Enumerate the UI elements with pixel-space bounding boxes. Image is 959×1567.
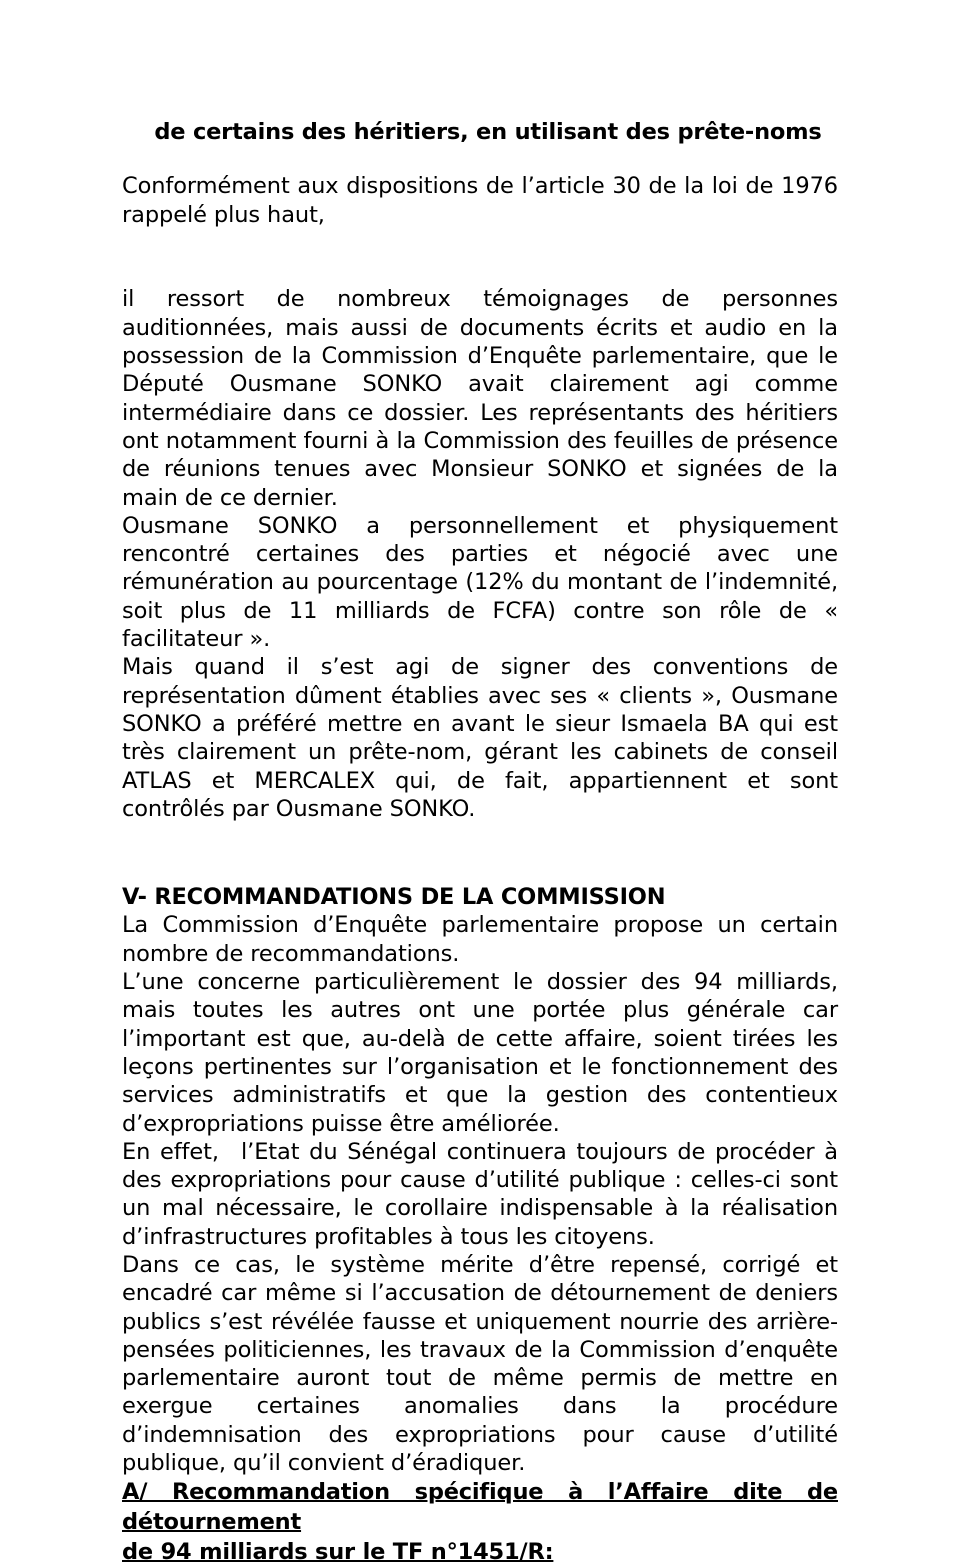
paragraph-en-effet bbox=[122, 1138, 838, 1251]
subsection-heading-a-line-2: de 94 milliards sur le TF n°1451/R: bbox=[122, 1539, 554, 1566]
subsection-heading-a-line-1: A/ Recommandation spécifique à l’Affaire dite de détournement bbox=[122, 1479, 838, 1536]
spacer-blank-line-1 bbox=[122, 229, 838, 257]
paragraph-conformement: Conformément aux dispositions de l’article 30 de la loi de 1976 rappelé plus haut, bbox=[122, 173, 838, 228]
paragraph-dans-ce-cas: Dans ce cas, le système mérite d’être repensé, corrigé et encadré car même si l’accusation de détournement de deniers publics s’est révélée fausse et uniquement nourrie des arrière-pensées politiciennes, les travaux de la Commission d’enquête parlementaire auront tout de même permis de mettre en exergue certaines anomalies dans la procédure d’indemnisation des expropriations pour cause d’utilité publique, qu’il convient d’éradiquer. bbox=[122, 1251, 838, 1477]
spacer-blank-line-2 bbox=[122, 257, 838, 285]
paragraph-il-ressort: il ressort de nombreux témoignages de personnes auditionnées, mais aussi de documents écrits et audio en la possession de la Commission d’Enquête parlementaire, que le Député Ousmane SONKO avait clairement agi comme intermédiaire dans ce dossier. Les représentants des héritiers ont notamment fourni à la Commission des feuilles de présence de réunions tenues avec Monsieur SONKO et signées de la main de ce dernier. bbox=[122, 286, 838, 511]
section-heading-recommandations: V- RECOMMANDATIONS DE LA COMMISSION bbox=[122, 884, 666, 911]
paragraph-en-effet-lead: En effet, bbox=[122, 1138, 219, 1165]
spacer-after-title bbox=[122, 146, 838, 172]
paragraph-la-commission-propose: La Commission d’Enquête parlementaire propose un certain nombre de recommandations. bbox=[122, 912, 838, 967]
paragraph-en-effet-rest: l’Etat du Sénégal continuera toujours de procéder à des expropriations pour cause d’utilité publique : celles-ci sont un mal nécessaire, le corollaire indispensable à la réalisation d’infrastructures profitables à tous les citoyens. bbox=[122, 1138, 838, 1250]
paragraph-lune-concerne: L’une concerne particulièrement le dossier des 94 milliards, mais toutes les autres ont une portée plus générale car l’important est que, au-delà de cette affaire, soient tirées les leçons pertinentes sur l’organisation et le fonctionnement des services administratifs et que la gestion des contentieux d’expropriations puisse être améliorée. bbox=[122, 969, 838, 1137]
paragraph-ousmane-sonko-rencontre: Ousmane SONKO a personnellement et physiquement rencontré certaines des parties et négocié avec une rémunération au pourcentage (12% du montant de l’indemnité, soit plus de 11 milliards de FCFA) contre son rôle de « facilitateur ». bbox=[122, 512, 838, 653]
document-body bbox=[122, 118, 838, 1567]
page-title-heading: de certains des héritiers, en utilisant des prête-noms bbox=[154, 119, 822, 145]
paragraph-mais-quand: Mais quand il s’est agi de signer des conventions de représentation dûment établies avec ses « clients », Ousmane SONKO a préféré mettre en avant le sieur Ismaela BA qui est très clairement un prête-nom, gérant les cabinets de conseil ATLAS et MERCALEX qui, de fait, appartiennent et sont contrôlés par Ousmane SONKO. bbox=[122, 654, 838, 822]
spacer-before-section-v bbox=[122, 823, 838, 883]
